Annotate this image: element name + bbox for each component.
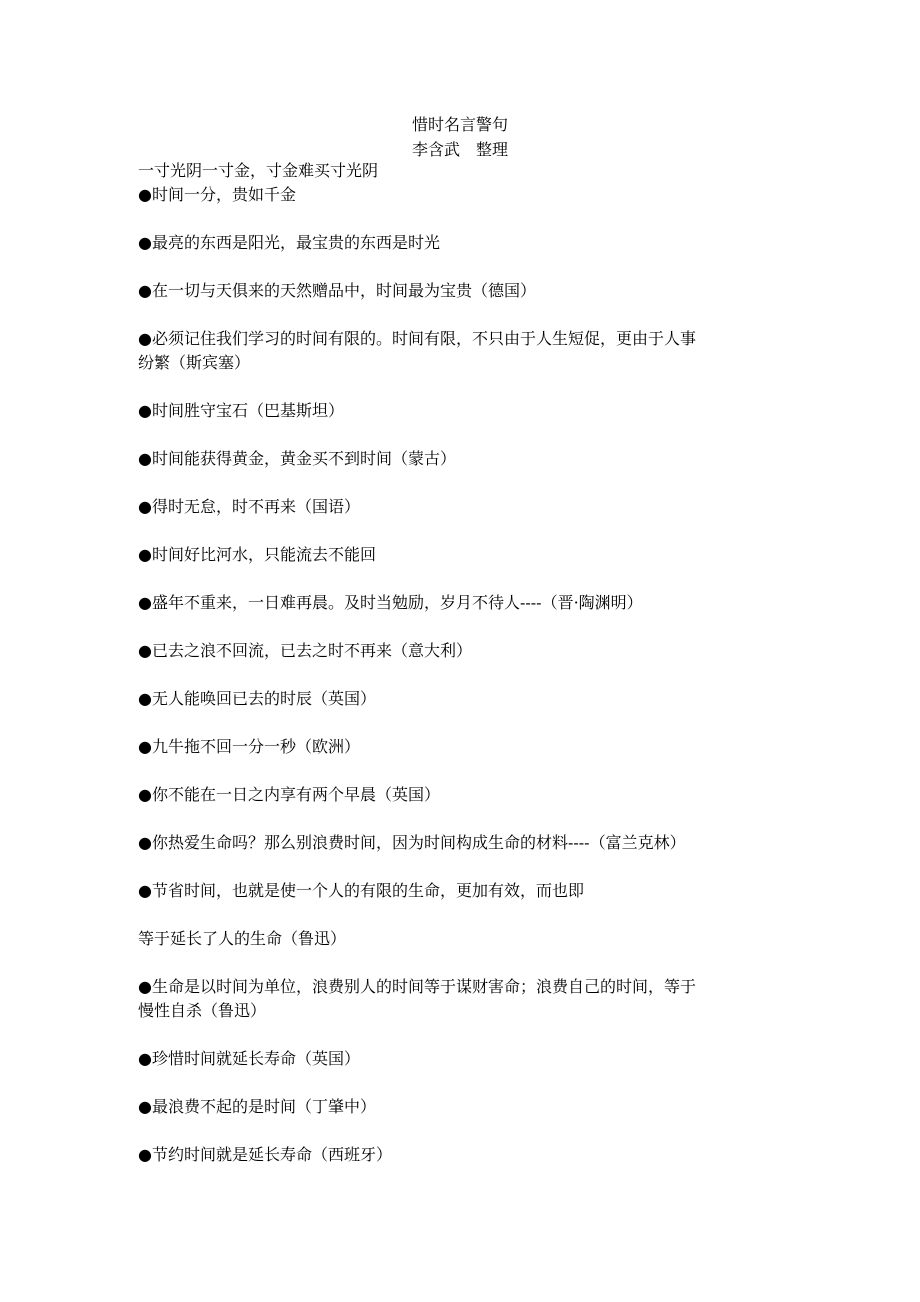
quote-text: ●时间好比河水，只能流去不能回 bbox=[138, 545, 376, 564]
quote-text-continued: 纷繁（斯宾塞） bbox=[138, 353, 251, 372]
list-item bbox=[138, 495, 788, 519]
list-item bbox=[138, 231, 788, 255]
quote-text: ●九牛拖不回一分一秒（欧洲） bbox=[138, 737, 360, 756]
document-title: 惜时名言警句 bbox=[411, 115, 508, 134]
quote-text: ●必须记住我们学习的时间有限的。时间有限，不只由于人生短促，更由于人事 bbox=[138, 329, 696, 348]
list-item bbox=[138, 879, 788, 903]
quote-text: ●珍惜时间就延长寿命（英国） bbox=[138, 1049, 360, 1068]
list-item bbox=[138, 279, 788, 303]
quote-text: 等于延长了人的生命（鲁迅） bbox=[138, 929, 347, 948]
list-item bbox=[138, 1095, 788, 1119]
author-line: 李含武 整理 bbox=[411, 140, 508, 159]
quote-text: ●盛年不重来，一日难再晨。及时当勉励，岁月不待人----（晋·陶渊明） bbox=[138, 593, 643, 612]
quote-text: ●你不能在一日之内享有两个早晨（英国） bbox=[138, 785, 440, 804]
list-item bbox=[138, 183, 788, 207]
list-item bbox=[138, 831, 788, 855]
quote-text: ●时间一分，贵如千金 bbox=[138, 185, 296, 204]
quote-text: ●最亮的东西是阳光，最宝贵的东西是时光 bbox=[138, 233, 440, 252]
quote-text: ●时间胜守宝石（巴基斯坦） bbox=[138, 401, 344, 420]
list-item bbox=[138, 543, 788, 567]
intro-line: 一寸光阴一寸金，寸金难买寸光阴 bbox=[138, 161, 379, 180]
quote-text: ●得时无怠，时不再来（国语） bbox=[138, 497, 360, 516]
list-item bbox=[138, 591, 788, 615]
list-item bbox=[138, 1143, 788, 1167]
list-item bbox=[138, 975, 788, 1023]
list-item bbox=[138, 399, 788, 423]
quote-text: ●无人能唤回已去的时辰（英国） bbox=[138, 689, 376, 708]
title-block bbox=[0, 112, 920, 162]
quote-text: ●生命是以时间为单位，浪费别人的时间等于谋财害命；浪费自己的时间，等于 bbox=[138, 977, 696, 996]
quote-text: ●你热爱生命吗？那么别浪费时间，因为时间构成生命的材料----（富兰克林） bbox=[138, 833, 686, 852]
list-item bbox=[138, 1047, 788, 1071]
list-item bbox=[138, 639, 788, 663]
quote-text: ●已去之浪不回流，已去之时不再来（意大利） bbox=[138, 641, 472, 660]
quote-text: ●节省时间，也就是使一个人的有限的生命，更加有效，而也即 bbox=[138, 881, 584, 900]
list-item bbox=[138, 687, 788, 711]
list-item bbox=[138, 927, 788, 951]
quote-text: ●节约时间就是延长寿命（西班牙） bbox=[138, 1145, 392, 1164]
list-item bbox=[138, 327, 788, 375]
quote-text: ●最浪费不起的是时间（丁肇中） bbox=[138, 1097, 376, 1116]
list-item bbox=[138, 783, 788, 807]
quote-text: ●时间能获得黄金，黄金买不到时间（蒙古） bbox=[138, 449, 456, 468]
quote-text: ●在一切与天俱来的天然赠品中，时间最为宝贵（德国） bbox=[138, 281, 536, 300]
list-item bbox=[138, 735, 788, 759]
quote-list bbox=[138, 159, 788, 1167]
list-item bbox=[138, 447, 788, 471]
quote-text-continued: 慢性自杀（鲁迅） bbox=[138, 1001, 267, 1020]
